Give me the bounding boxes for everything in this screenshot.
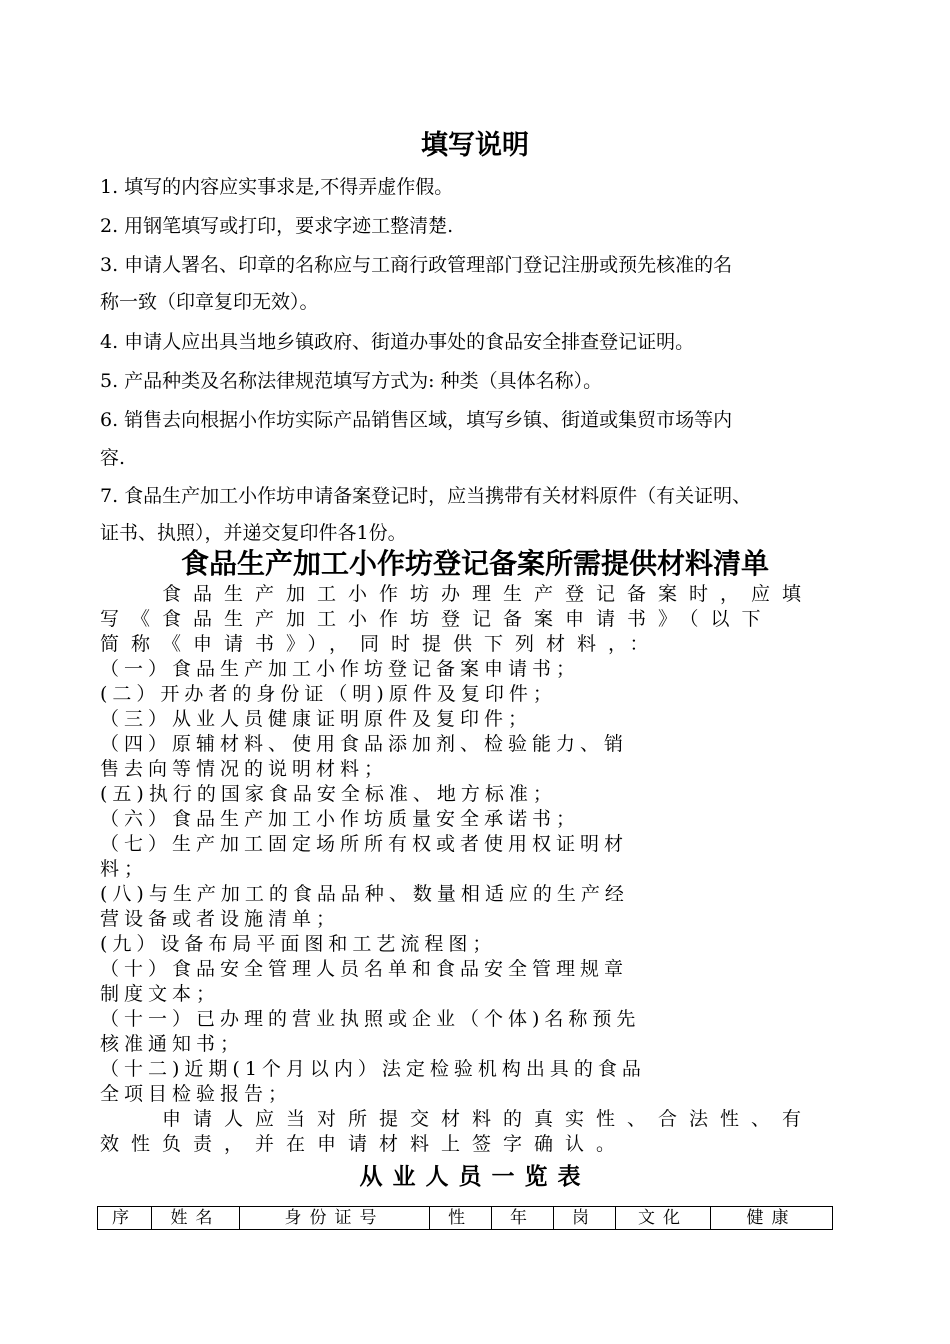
- instruction-line: 7. 食品生产加工小作坊申请备案登记时，应当携带有关材料原件（有关证明、: [100, 485, 752, 507]
- col-header-name: 姓名: [152, 1207, 240, 1230]
- instruction-line: 3. 申请人署名、印章的名称应与工商行政管理部门登记注册或预先核准的名: [100, 254, 733, 276]
- col-header-id-number: 身份证号: [240, 1207, 430, 1230]
- material-line: （六）食品生产加工小作坊质量安全承诺书；: [100, 808, 581, 830]
- material-line: (五)执行的国家食品安全标准、地方标准；: [100, 783, 557, 805]
- material-line: （三）从业人员健康证明原件及复印件；: [100, 708, 533, 730]
- col-header-position: 岗: [554, 1207, 616, 1230]
- material-line: 简称《申请书》），同时提供下列材料，：: [100, 633, 661, 655]
- col-header-gender: 性: [430, 1207, 492, 1230]
- material-line: (二）开办者的身份证（明)原件及复印件；: [100, 683, 557, 705]
- instruction-line: 证书、执照），并递交复印件各1份。: [100, 522, 407, 544]
- material-line: （四）原辅材料、使用食品添加剂、检验能力、销: [100, 733, 629, 755]
- material-line: 效性负责，并在申请材料上签字确认。: [100, 1133, 628, 1155]
- instruction-line: 6. 销售去向根据小作坊实际产品销售区域，填写乡镇、街道或集贸市场等内: [100, 409, 733, 431]
- material-line: 营设备或者设施清单；: [100, 908, 341, 930]
- material-line: 申请人应当对所提交材料的真实性、合法性、有: [100, 1108, 814, 1130]
- material-line: 食品生产加工小作坊办理生产登记备案时，应填: [100, 583, 814, 605]
- instructions-title: 填写说明: [421, 130, 529, 161]
- material-line: 核准通知书；: [100, 1033, 245, 1055]
- material-line: 全项目检验报告；: [100, 1083, 293, 1105]
- material-line: 料；: [100, 858, 149, 880]
- material-line: 写《食品生产加工小作坊登记备案申请书》（以下: [100, 608, 773, 630]
- material-line: 售去向等情况的说明材料；: [100, 758, 389, 780]
- col-header-education: 文化: [616, 1207, 711, 1230]
- col-header-age: 年: [492, 1207, 554, 1230]
- instruction-line: 称一致（印章复印无效）。: [100, 291, 319, 313]
- material-line: （七）生产加工固定场所所有权或者使用权证明材: [100, 833, 629, 855]
- staff-table-header-row: [98, 1207, 833, 1230]
- material-line: （一）食品生产加工小作坊登记备案申请书；: [100, 658, 581, 680]
- material-line: （十二)近期(1个月以内）法定检验机构出具的食品: [100, 1058, 646, 1080]
- material-line: (八)与生产加工的食品品种、数量相适应的生产经: [100, 883, 629, 905]
- instruction-line: 5. 产品种类及名称法律规范填写方式为: 种类（具体名称）。: [100, 370, 603, 392]
- instruction-line: 容.: [100, 447, 126, 469]
- staff-table-title: 从业人员一览表: [359, 1163, 591, 1190]
- material-line: 制度文本；: [100, 983, 221, 1005]
- material-line: （十）食品安全管理人员名单和食品安全管理规章: [100, 958, 629, 980]
- materials-title: 食品生产加工小作坊登记备案所需提供材料清单: [180, 547, 769, 580]
- instruction-line: 4. 申请人应出具当地乡镇政府、街道办事处的食品安全排查登记证明。: [100, 331, 695, 353]
- instruction-line: 1. 填写的内容应实事求是,不得弄虚作假。: [100, 176, 454, 198]
- col-header-health: 健康: [711, 1207, 833, 1230]
- staff-table: [97, 1206, 833, 1230]
- col-header-index: 序: [98, 1207, 152, 1230]
- material-line: (九）设备布局平面图和工艺流程图；: [100, 933, 497, 955]
- material-line: （十一）已办理的营业执照或企业（个体)名称预先: [100, 1008, 641, 1030]
- instruction-line: 2. 用钢笔填写或打印，要求字迹工整清楚.: [100, 215, 454, 237]
